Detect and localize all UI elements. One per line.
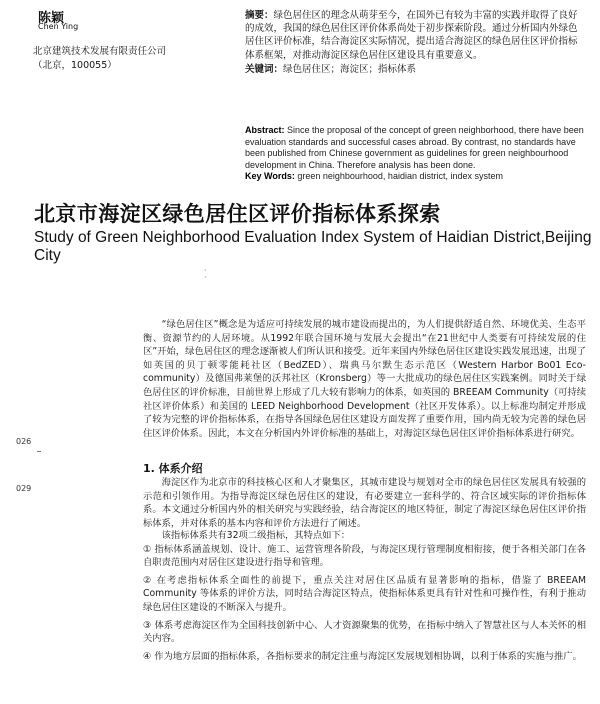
list-item: ② 在考虑指标体系全面性的前提下，重点关注对居住区品质有显著影响的指标，借鉴了 BREEAM Community 等体系的评价方法，同时结合海淀区特点，使指标体系更具有针对性和可操作性，有利于推动绿色居住区建设的不断深入与提升。 [143,574,586,613]
abstract-en-label: Abstract: [245,125,285,135]
abstract-text: 绿色居住区的理念从萌芽至今，在国外已有较为丰富的实践并取得了良好的成效，我国的绿色居住区评价体系尚处于初步探索阶段。通过分析国内外绿色居住区评价标准，结合海淀区实际情况，提出适合海淀区的绿色居住区评价指标体系框架，对推动海淀区绿色居住区建设具有重要意义。 [245,10,578,61]
margin-rule [37,451,41,452]
page-number: 029 [16,484,32,493]
section-heading: 1. 体系介绍 [143,462,203,475]
keywords-en-label: Key Words: [245,171,295,182]
page-number: 026 [16,437,32,446]
column-mark: · · [204,266,207,282]
list-item: ① 指标体系涵盖规划、设计、施工、运营管理各阶段，与海淀区现行管理制度相衔接，便于各相关部门在各自职责范围内对居住区建设进行指导和管理。 [143,543,586,569]
title-english: Study of Green Neighborhood Evaluation Index System of Haidian District,Beijing City [34,229,592,264]
affiliation-line: 北京建筑技术发展有限责任公司 [33,46,167,57]
intro-paragraph: “绿色居住区”概念是为适应可持续发展的城市建设而提出的，为人们提供舒适自然、环境优美、生态平衡、资源节约的人居环境。从1992年联合国环境与发展大会提出“在21世纪中人类要有可持续发展的住区”开始，绿色居住区的理念逐渐被人们所认识和接受。近年来国内外绿色居住区建设实践发展迅速，出现了如英国的贝丁顿零能耗社区（BedZED）、瑞典马尔默生态示范区（Western Harbor Bo01 Eco-community）及德国弗莱堡的沃邦社区（Kronsberg）等一大批成功的绿色居住区实践案例。同时关于绿色居住区的评价标准，目前世界上形成了几大较有影响力的体系，如英国的 BREEAM Community（可持续社区评价体系）和美国的 LEED Neighborhood Development（社区开发体系）。以上标准均制定并形成了较为完整的评价指标体系，在指导各国绿色居住区建设方面发挥了重要作用，国内尚无较为完善的绿色居住区评价体系。因此，本文在分析国内外评价标准的基础上，对海淀区绿色居住区评价指标体系进行研究。 [143,319,586,439]
list-item: ③ 体系考虑海淀区作为全国科技创新中心、人才资源聚集的优势，在指标中纳入了智慧社区与人本关怀的相关内容。 [143,619,586,645]
keywords-text: 绿色居住区；海淀区；指标体系 [283,63,417,75]
abstract-en-text: Since the proposal of the concept of green neighborhood, there have been evaluation standards and successful cases abroad. By contrast, no standards have been published from Chinese government as guidelines for green neighbourhood development in China. Therefore analysis has been done. [245,125,584,170]
affiliation-line: （北京，100055） [33,60,117,71]
list-intro: 该指标体系共有32项二级指标，其特点如下： [161,530,351,541]
author-affiliation [33,45,208,73]
abstract-label: 摘要： [245,10,274,21]
abstract-english [245,125,585,183]
section-list [143,529,586,663]
keywords-en-text: green neighbourhood, haidian district, index system [297,171,503,182]
title-chinese: 北京市海淀区绿色居住区评价指标体系探索 [34,202,441,226]
author-name-english: Chen Ying [38,22,79,31]
list-item: ④ 作为地方层面的指标体系，各指标要求的制定注重与海淀区发展规划相协调，以利于体系的实施与推广。 [143,650,582,662]
keywords-label: 关键词： [245,63,284,75]
abstract-chinese [245,9,585,76]
section-paragraph: 海淀区作为北京市的科技核心区和人才聚集区，其城市建设与规划对全市的绿色居住区发展具有较强的示范和引领作用。为指导海淀区绿色居住区的建设，有必要建立一套科学的、符合区域实际的评价指标体系。本文通过分析国内外的相关研究与实践经验，结合海淀区的地区特征，制定了海淀区绿色居住区评价指标体系，并对体系的基本内容和评价方法进行了阐述。 [143,477,586,529]
author-name: 陈颖 [38,11,65,26]
